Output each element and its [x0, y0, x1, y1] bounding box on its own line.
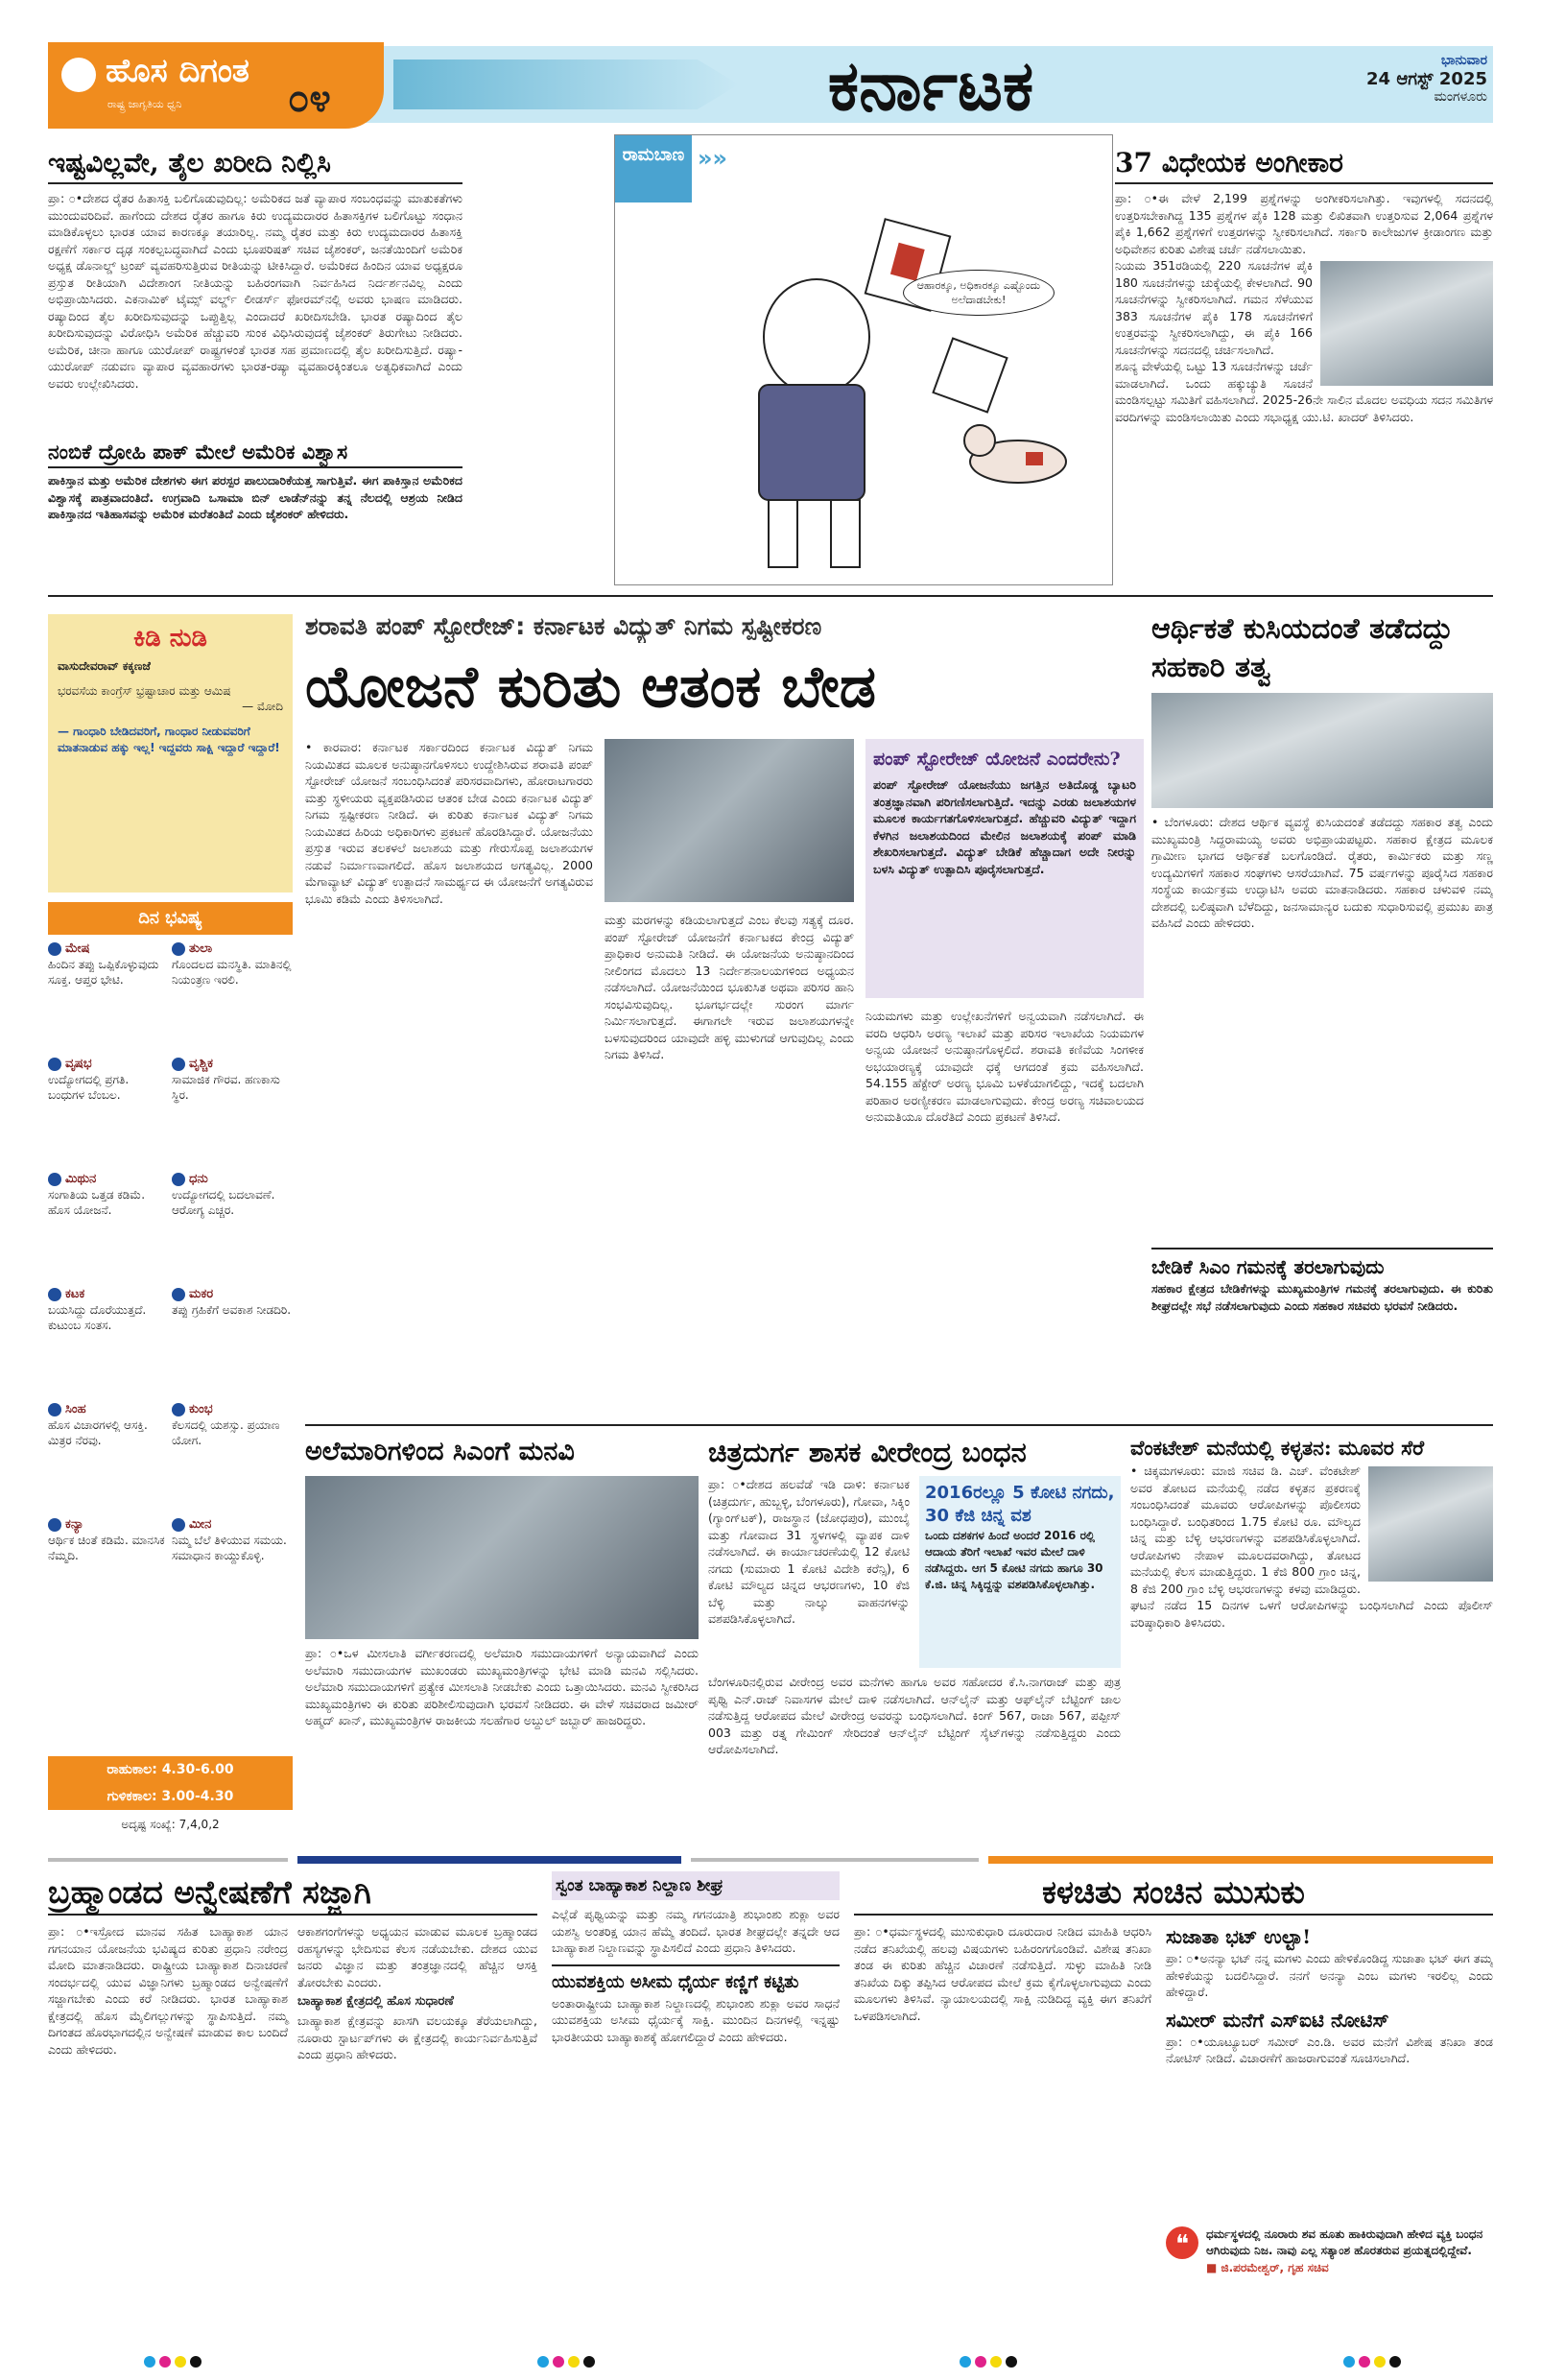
kidi-nudi-box	[48, 614, 293, 892]
zodiac-icon	[48, 1058, 61, 1071]
article-brahmanda	[48, 1871, 537, 2332]
zodiac-icon	[48, 1518, 61, 1532]
zodiac-icon	[172, 1058, 185, 1071]
quote-author: ■ ಜಿ.ಪರಮೇಶ್ವರ್, ಗೃಹ ಸಚಿವ	[1206, 2261, 1329, 2274]
lead-photo-dam	[605, 739, 854, 902]
article-body: ಪ್ರಾ: ೦•ದೇಶದ ರೈತರ ಹಿತಾಸಕ್ತಿ ಬಲಿಗೊಡುವುದಿಲ್ಲ: ಅಮೆರಿಕದ ಜತೆ ವ್ಯಾಪಾರ ಸಂಬಂಧವನ್ನು ಮಾತುಕತೆಗಳು ಮುಂದುವರಿದಿವೆ. ಹಾಗೆಂದು ದೇಶದ ರೈತರ ಹಾಗೂ ಕಿರು ಉದ್ಯಮದಾರರ ಹಿತಾಸಕ್ತಿಗಳ ಬಲಿಗೊಟ್ಟು ಸಂಧಾನ ಮಾಡಿಕೊಳ್ಳಲು ಭಾರತ ಯಾವ ಕಾರಣಕ್ಕೂ ತಯಾರಿಲ್ಲ. ನಮ್ಮ ರೈತರ ಮತ್ತು ಕಿರು ಉದ್ಯಮದಾರರ ಹಿತಾಸಕ್ತಿ ರಕ್ಷಣೆಗೆ ಸರ್ಕಾರ ದೃಢ ಸಂಕಲ್ಪಬದ್ಧವಾಗಿದೆ ಎಂದು ಭೂಪರಿಷತ್ ಸಚಿವ ಜೈಶಂಕರ್, ಜನತೆಯಿಂದಿಗೆ ಅಮೆರಿಕ ಅಧ್ಯಕ್ಷ ಡೊನಾಲ್ಡ್ ಟ್ರಂಪ್ ವ್ಯವಹರಿಸುತ್ತಿರುವ ರೀತಿಯನ್ನು ಟೀಕಿಸಿದ್ದಾರೆ. ಅಮೆರಿಕದ ಹಿಂದಿನ ಯಾವ ಅಧ್ಯಕ್ಷರೂ ಪ್ರಸ್ತುತ ರೀತಿಯಾಗಿ ವಿದೇಶಾಂಗ ನೀತಿಯನ್ನು ಬಹಿರಂಗವಾಗಿ ನಿರ್ವಹಿಸಿದ ನಿರ್ದರ್ಶನವಿಲ್ಲ ಎಂದು ಅಭಿಪ್ರಾಯಿಸಿದರು. ಎಕನಾಮಿಕ್ ಟೈಮ್ಸ್ ವರ್ಲ್ಡ್ ಲೀಡರ್ಸ್ ಫೋರಮ್‌ನಲ್ಲಿ ಅವರು ಭಾಷಣ ಮಾಡಿದರು. ರಷ್ಯಾದಿಂದ ತೈಲ ಖರೀದಿಸುವುದನ್ನು ಒಪ್ಪುತ್ತಿಲ್ಲ ಎಂದಾದರೆ ಖರೀದಿಸಬೇಡಿ. ಭಾರತ ರಷ್ಯಾದಿಂದ ತೈಲ ಖರೀದಿಸುವುದನ್ನು ವಿರೋಧಿಸಿ ಅಮೆರಿಕ ಹೆಚ್ಚುವರಿ ಸುಂಕ ವಿಧಿಸಿರುವುದಕ್ಕೆ ಜೈಶಂಕರ್ ತಿರುಗೇಟು ನೀಡಿದರು. ಅಮೆರಿಕ, ಚೀನಾ ಹಾಗೂ ಯುರೋಪ್ ರಾಷ್ಟ್ರಗಳಂತೆ ಭಾರತ ಸಹ ಪ್ರಮಾಣದಲ್ಲಿ ತೈಲ ಖರೀದಿಸುತ್ತಿದೆ. ರಷ್ಯಾ-ಯುರೋಪ್ ನಡುವಣ ವ್ಯಾಪಾರ ವ್ಯವಹಾರಗಳು ಭಾರತ-ರಷ್ಯಾ ವ್ಯವಹಾರಕ್ಕಿಂತಲೂ ಅತ್ಯಧಿಕವಾಗಿದೆ ಎಂದು ಅವರು ಉಲ್ಲೇಖಿಸಿದರು.	[48, 191, 462, 391]
article-bills	[1115, 144, 1493, 585]
headline: ಸ್ವಂತ ಬಾಹ್ಯಾಕಾಶ ನಿಲ್ದಾಣ ಶೀಘ್ರ	[552, 1871, 840, 1900]
article-body-r1: ಪ್ರಾ: ೦•ಅನನ್ಯಾ ಭಟ್ ನನ್ನ ಮಗಳು ಎಂದು ಹೇಳಿಕೊಂಡಿದ್ದ ಸುಜಾತಾ ಭಟ್ ಈಗ ತಮ್ಮ ಹೇಳಿಕೆಯನ್ನು ಬದಲಿಸಿದ್ದಾರೆ. ನನಗೆ ಅನನ್ಯಾ ಎಂಬ ಮಗಳು ಇರಲಿಲ್ಲ ಎಂದು ಹೇಳಿದ್ದಾರೆ.	[1166, 1951, 1493, 1999]
zodiac-icon	[48, 1288, 61, 1301]
registration-dot	[1359, 2356, 1370, 2368]
article-body-2: ನಿಯಮ 351ರಡಿಯಲ್ಲಿ 220 ಸೂಚನೆಗಳ ಪೈಕಿ 180 ಸೂಚನೆಗಳನ್ನು ಚುಕ್ಕೆಯಲ್ಲಿ ಕೇಳಲಾಗಿದೆ. 90 ಸೂಚನೆಗಳನ್ನು ಸ್ವೀಕರಿಸಲಾಗಿದೆ. ಗಮನ ಸೆಳೆಯುವ 383 ಸೂಚನೆಗಳ ಪೈಕಿ 178 ಸೂಚನೆಗಳಿಗೆ ಉತ್ತರವನ್ನು ಸ್ವೀಕರಿಸಲಾಗಿದ್ದು, ಈ ಪೈಕಿ 166 ಸೂಚನೆಗಳನ್ನು ಸದನದಲ್ಲಿ ಚರ್ಚಿಸಲಾಗಿದೆ.	[1115, 258, 1313, 357]
horoscope-grid	[48, 940, 293, 1747]
headline: ಇಷ್ಟವಿಲ್ಲವೇ, ತೈಲ ಖರೀದಿ ನಿಲ್ಲಿಸಿ	[48, 144, 462, 184]
registration-dot	[568, 2356, 580, 2368]
subhead-2: ಸಮೀರ್ ಮನೆಗೆ ಎಸ್‌ಐಟಿ ನೋಟಿಸ್	[1166, 2008, 1389, 2032]
masthead-date	[1315, 52, 1487, 107]
guli-kala: ಗುಳಿಕಕಾಲ: 3.00-4.30	[107, 1789, 234, 1804]
article-col-2: ಆಕಾಶಗಂಗೆಗಳನ್ನು ಅಧ್ಯಯನ ಮಾಡುವ ಮೂಲಕ ಬ್ರಹ್ಮಾಂಡದ ರಹಸ್ಯಗಳನ್ನು ಭೇದಿಸುವ ಕೆಲಸ ನಡೆಯಬೇಕು. ದೇಶದ ಯುವ ಜನರು ವಿಜ್ಞಾನ ಮತ್ತು ತಂತ್ರಜ್ಞಾನದಲ್ಲಿ ಹೆಚ್ಚಿನ ಆಸಕ್ತಿ ತೋರಬೇಕು ಎಂದರು.	[297, 1924, 537, 1989]
article-body-2: ಅಂತಾರಾಷ್ಟ್ರೀಯ ಬಾಹ್ಯಾಕಾಶ ನಿಲ್ದಾಣದಲ್ಲಿ ಶುಭಾಂಶು ಶುಕ್ಲಾ ಅವರ ಸಾಧನೆ ಯುವಶಕ್ತಿಯ ಅಸೀಮ ಧೈರ್ಯಕ್ಕೆ ಸಾಕ್ಷಿ. ಮುಂದಿನ ದಿನಗಳಲ್ಲಿ ಇನ್ನಷ್ಟು ಭಾರತೀಯರು ಬಾಹ್ಯಾಕಾಶಕ್ಕೆ ಹೋಗಲಿದ್ದಾರೆ ಎಂದು ಹೇಳಿದರು.	[552, 1995, 840, 2044]
article-body: ಪ್ರಾ: ೦•ಒಳ ಮೀಸಲಾತಿ ವರ್ಗೀಕರಣದಲ್ಲಿ ಅಲೆಮಾರಿ ಸಮುದಾಯಗಳಿಗೆ ಅನ್ಯಾಯವಾಗಿದೆ ಎಂದು ಅಲೆಮಾರಿ ಸಮುದಾಯಗಳ ಮುಖಂಡರು ಮುಖ್ಯಮಂತ್ರಿಗಳನ್ನು ಭೇಟಿ ಮಾಡಿ ಮನವಿ ಸಲ್ಲಿಸಿದರು. ಅಲೆಮಾರಿ ಸಮುದಾಯಗಳಿಗೆ ಪ್ರತ್ಯೇಕ ಮೀಸಲಾತಿ ನೀಡಬೇಕು ಎಂದು ಒತ್ತಾಯಿಸಿದರು. ಮನವಿ ಸ್ವೀಕರಿಸಿದ ಮುಖ್ಯಮಂತ್ರಿಗಳು ಈ ಕುರಿತು ಪರಿಶೀಲಿಸುವುದಾಗಿ ಭರವಸೆ ನೀಡಿದರು. ಈ ವೇಳೆ ಸಚಿವರಾದ ಜಮೀರ್ ಅಹ್ಮದ್ ಖಾನ್, ಮುಖ್ಯಮಂತ್ರಿಗಳ ರಾಜಕೀಯ ಸಲಹೆಗಾರ ಅಬ್ದುಲ್ ಜಬ್ಬಾರ್ ಹಾಜರಿದ್ದರು.	[305, 1646, 699, 1727]
masthead-logo	[48, 42, 384, 129]
article-space-station	[552, 1871, 840, 2332]
cartoon-illustration	[615, 135, 1113, 585]
article-col-2b: ಬಾಹ್ಯಾಕಾಶ ಕ್ಷೇತ್ರವನ್ನು ಖಾಸಗಿ ವಲಯಕ್ಕೂ ತೆರೆಯಲಾಗಿದ್ದು, ನೂರಾರು ಸ್ಟಾರ್ಟಪ್‌ಗಳು ಈ ಕ್ಷೇತ್ರದಲ್ಲಿ ಕಾರ್ಯನಿರ್ವಹಿಸುತ್ತಿವೆ ಎಂದು ಪ್ರಧಾನಿ ಹೇಳಿದರು.	[297, 2013, 537, 2061]
headline: ನಂಬಿಕೆ ದ್ರೋಹಿ ಪಾಕ್ ಮೇಲೆ ಅಮೆರಿಕ ವಿಶ್ವಾಸ	[48, 438, 462, 468]
quote-mark-icon: ❝	[1166, 2226, 1198, 2259]
article-body: • ಬೆಂಗಳೂರು: ದೇಶದ ಆರ್ಥಿಕ ವ್ಯವಸ್ಥೆ ಕುಸಿಯದಂತೆ ತಡೆದದ್ದು ಸಹಕಾರ ತತ್ವ ಎಂದು ಮುಖ್ಯಮಂತ್ರಿ ಸಿದ್ದರಾಮಯ್ಯ ಅವರು ಅಭಿಪ್ರಾಯಪಟ್ಟರು. ಸಹಕಾರ ಕ್ಷೇತ್ರದ ಮೂಲಕ ಗ್ರಾಮೀಣ ಭಾಗದ ಆರ್ಥಿಕತೆ ಬಲಗೊಂಡಿದೆ. ರೈತರು, ಕಾರ್ಮಿಕರು ಮತ್ತು ಸಣ್ಣ ಉದ್ಯಮಿಗಳಿಗೆ ಸಹಕಾರ ಸಂಘಗಳು ಆಸರೆಯಾಗಿವೆ. 75 ವರ್ಷಗಳನ್ನು ಪೂರೈಸಿದ ಸಹಕಾರ ಸಂಸ್ಥೆಯ ಕಾರ್ಯಕ್ರಮ ಉದ್ಘಾಟಿಸಿ ಅವರು ಮಾತನಾಡಿದರು. ಸಹಕಾರ ಚಳುವಳಿ ನಮ್ಮ ದೇಶದಲ್ಲಿ ಬಲಿಷ್ಠವಾಗಿ ಬೆಳೆದಿದ್ದು, ಜನಸಾಮಾನ್ಯರ ಬದುಕು ಸುಧಾರಿಸುವಲ್ಲಿ ಪ್ರಮುಖ ಪಾತ್ರ ವಹಿಸಿದೆ ಎಂದು ಹೇಳಿದರು.	[1151, 815, 1493, 930]
city: ಮಂಗಳೂರು	[1434, 89, 1487, 105]
headline: ಬ್ರಹ್ಮಾಂಡದ ಅನ್ವೇಷಣೆಗೆ ಸಜ್ಜಾಗಿ	[48, 1871, 537, 1916]
box-title: 2016ರಲ್ಲೂ 5 ಕೋಟಿ ನಗದು, 30 ಕೆಜಿ ಚಿನ್ನ ವಶ	[925, 1483, 1115, 1526]
registration-dot	[553, 2356, 564, 2368]
lead-col-3: ನಿಯಮಗಳು ಮತ್ತು ಉಲ್ಲೇಖನೆಗಳಿಗೆ ಅನ್ವಯವಾಗಿ ನಡೆಸಲಾಗಿದೆ. ಈ ವರದಿ ಆಧರಿಸಿ ಅರಣ್ಯ ಇಲಾಖೆ ಮತ್ತು ಪರಿಸರ ಇಲಾಖೆಯ ನಿಯಮಗಳ ಅನ್ವಯ ಯೋಜನೆ ಅನುಷ್ಠಾನಗೊಳ್ಳಲಿದೆ. ಶರಾವತಿ ಕಣಿವೆಯ ಸಿಂಗಳೀಕ ಅಭಯಾರಣ್ಯಕ್ಕೆ ಯಾವುದೇ ಧಕ್ಕೆ ಆಗದಂತೆ ಕ್ರಮ ವಹಿಸಲಾಗಿದೆ. 54.155 ಹೆಕ್ಟೇರ್ ಅರಣ್ಯ ಭೂಮಿ ಬಳಕೆಯಾಗಲಿದ್ದು, ಇದಕ್ಕೆ ಬದಲಾಗಿ ಪರಿಹಾರ ಅರಣ್ಯೀಕರಣ ಮಾಡಲಾಗುವುದು. ಕೇಂದ್ರ ಅರಣ್ಯ ಸಚಿವಾಲಯದ ಅನುಮತಿಯೂ ದೊರೆತಿದೆ ಎಂದು ಪ್ರಕಟಣೆ ತಿಳಿಸಿದೆ.	[865, 1009, 1144, 1124]
color-divider	[48, 1856, 1493, 1864]
lead-headline: ಯೋಜನೆ ಕುರಿತು ಆತಂಕ ಬೇಡ	[305, 654, 876, 721]
subhead-1: ಸುಜಾತಾ ಭಟ್ ಉಲ್ಟಾ!	[1166, 1925, 1312, 1948]
headline: ವೆಂಕಟೇಶ್ ಮನೆಯಲ್ಲಿ ಕಳ್ಳತನ: ಮೂವರ ಸೆರೆ	[1130, 1436, 1425, 1460]
registration-dot	[1343, 2356, 1355, 2368]
cartoon-panel	[614, 134, 1113, 585]
page-number: ೦೪	[288, 77, 331, 121]
article-venkatesh	[1130, 1434, 1493, 1846]
zodiac-icon	[172, 1403, 185, 1416]
article-body-1: ಪ್ರಾ: ೦•ದೇಶದ ಹಲವೆಡೆ ಇಡಿ ದಾಳಿ: ಕರ್ನಾಟಕ (ಚಿತ್ರದುರ್ಗ, ಹುಬ್ಬಳ್ಳಿ, ಬೆಂಗಳೂರು), ಗೋವಾ, ಸಿಕ್ಕಿಂ (ಗ್ಯಾಂಗ್‌ಟಕ್), ರಾಜಸ್ಥಾನ (ಜೋಧಪುರ), ಮುಂಬೈ ಮತ್ತು ಗೋವಾದ 31 ಸ್ಥಳಗಳಲ್ಲಿ ವ್ಯಾಪಕ ದಾಳಿ ನಡೆಸಲಾಗಿದೆ. ಈ ಕಾರ್ಯಾಚರಣೆಯಲ್ಲಿ 12 ಕೋಟಿ ನಗದು (ಸುಮಾರು 1 ಕೋಟಿ ವಿದೇಶಿ ಕರೆನ್ಸಿ), 6 ಕೋಟಿ ಮೌಲ್ಯದ ಚಿನ್ನದ ಆಭರಣಗಳು, 10 ಕೆಜಿ ಬೆಳ್ಳಿ ಮತ್ತು ನಾಲ್ಕು ವಾಹನಗಳನ್ನು ವಶಪಡಿಸಿಕೊಳ್ಳಲಾಗಿದೆ.	[708, 1477, 910, 1626]
sign-6: ಕಟಕ ಬಯಸಿದ್ದು ದೊರೆಯುತ್ತದೆ. ಕುಟುಂಬ ಸಂತಸ. ಮಕರ ತಪ್ಪು ಗ್ರಹಿಕೆಗೆ ಅವಕಾಶ ನೀಡದಿರಿ.	[48, 1287, 292, 1332]
registration-dot	[960, 2356, 971, 2368]
subhead: ಯುವಶಕ್ತಿಯ ಅಸೀಮ ಧೈರ್ಯ ಕಣ್ಣಿಗೆ ಕಟ್ಟಿತು	[552, 1964, 840, 1995]
lead-col-1: • ಕಾರವಾರ: ಕರ್ನಾಟಕ ಸರ್ಕಾರದಿಂದ ಕರ್ನಾಟಕ ವಿದ್ಯುತ್ ನಿಗಮ ನಿಯಮಿತದ ಮೂಲಕ ಅನುಷ್ಠಾನಗೊಳಿಸಲು ಉದ್ದೇಶಿಸಿರುವ ಶರಾವತಿ ಪಂಪ್ ಸ್ಟೋರೇಜ್ ಯೋಜನೆ ಸಂಬಂಧಿಸಿದಂತೆ ಪರಿಸರವಾದಿಗಳು, ಹೋರಾಟಗಾರರು ಮತ್ತು ಸ್ಥಳೀಯರು ವ್ಯಕ್ತಪಡಿಸಿರುವ ಆತಂಕ ಬೇಡ ಎಂದು ಕರ್ನಾಟಕ ವಿದ್ಯುತ್ ನಿಗಮ ಸ್ಪಷ್ಟೀಕರಣ ನೀಡಿದೆ. ಈ ಕುರಿತು ಕರ್ನಾಟಕ ವಿದ್ಯುತ್ ನಿಗಮ ನಿಯಮಿತದ ಹಿರಿಯ ಅಧಿಕಾರಿಗಳು ಪ್ರಕಟಣೆ ಹೊರಡಿಸಿದ್ದಾರೆ. ಯೋಜನೆಯು ಪ್ರಸ್ತುತ ಇರುವ ತಲಕಳಲೆ ಜಲಾಶಯ ಮತ್ತು ಗೇರುಸೊಪ್ಪ ಜಲಾಶಯಗಳ ನಡುವೆ ನಿರ್ಮಾಣವಾಗಲಿದೆ. ಹೊಸ ಜಲಾಶಯದ ಅಗತ್ಯವಿಲ್ಲ. 2000 ಮೆಗಾವ್ಯಾಟ್ ವಿದ್ಯುತ್ ಉತ್ಪಾದನೆ ಸಾಮರ್ಥ್ಯದ ಈ ಯೋಜನೆಗೆ ಅಗತ್ಯವಿರುವ ಭೂಮಿ ಕಡಿಮೆ ಎಂದು ತಿಳಿಸಲಾಗಿದೆ.	[305, 740, 593, 906]
lead-col-2: ಮತ್ತು ಮರಗಳನ್ನು ಕಡಿಯಲಾಗುತ್ತದೆ ಎಂಬ ಕೆಲವು ಸತ್ಯಕ್ಕೆ ದೂರ. ಪಂಪ್ ಸ್ಟೋರೇಜ್ ಯೋಜನೆಗೆ ಕರ್ನಾಟಕದ ಕೇಂದ್ರ ವಿದ್ಯುತ್ ಪ್ರಾಧಿಕಾರ ಅನುಮತಿ ನೀಡಿದೆ. ಈ ಯೋಜನೆಯ ಅನುಷ್ಠಾನದಿಂದ ನೀಲಿಂಗದ ಮೊದಲು 13 ನಿರ್ದೇಶನಾಲಯಗಳಿಂದ ಅಧ್ಯಯನ ನಡೆಸಲಾಗಿದೆ. ಯೋಜನೆಯಿಂದ ಭೂಕುಸಿತ ಅಥವಾ ಪರಿಸರ ಹಾನಿ ಸಂಭವಿಸುವುದಿಲ್ಲ. ಭೂಗರ್ಭದಲ್ಲೇ ಸುರಂಗ ಮಾರ್ಗ ನಿರ್ಮಿಸಲಾಗುತ್ತದೆ. ಈಗಾಗಲೇ ಇರುವ ಜಲಾಶಯಗಳನ್ನೇ ಬಳಸುವುದರಿಂದ ಯಾವುದೇ ಹಳ್ಳಿ ಮುಳುಗಡೆ ಆಗುವುದಿಲ್ಲ ಎಂದು ನಿಗಮ ತಿಳಿಸಿದೆ.	[605, 913, 854, 1061]
lucky-number: ಅದೃಷ್ಟ ಸಂಖ್ಯೆ: 7,4,0,2	[121, 1818, 220, 1831]
registration-dot	[1374, 2356, 1386, 2368]
headline: ಕಳಚಿತು ಸಂಚಿನ ಮುಸುಕು	[854, 1871, 1493, 1916]
logo-icon	[61, 58, 96, 92]
logo-text: ಹೊಸ ದಿಗಂತ	[106, 52, 249, 90]
zodiac-icon	[172, 1173, 185, 1186]
section-title: ಕರ್ನಾಟಕ	[827, 44, 1034, 126]
logo-tagline: ರಾಷ್ಟ್ರ ಜಾಗೃತಿಯ ಧ್ವನಿ	[107, 98, 182, 110]
quote-box	[1166, 2226, 1493, 2326]
article-body-1: ಪ್ರಾ: ೦•ಈ ವೇಳೆ 2,199 ಪ್ರಶ್ನೆಗಳನ್ನು ಅಂಗೀಕರಿಸಲಾಗಿತ್ತು. ಇವುಗಳಲ್ಲಿ ಸದನದಲ್ಲಿ ಉತ್ತರಿಸಬೇಕಾಗಿದ್ದ 135 ಪ್ರಶ್ನೆಗಳ ಪೈಕಿ 128 ಮತ್ತು ಲಿಖಿತವಾಗಿ ಉತ್ತರಿಸುವ 2,064 ಪ್ರಶ್ನೆಗಳ ಪೈಕಿ 1,662 ಪ್ರಶ್ನೆಗಳಿಗೆ ಉತ್ತರಗಳನ್ನು ಸ್ವೀಕರಿಸಲಾಗಿದೆ. ಸರ್ಕಾರಿ ಕಾಲೇಜುಗಳ ಕ್ರೀಡಾಂಗಣ ಮತ್ತು ಅಧಿವೇಶನ ಕುರಿತು ವಿಶೇಷ ಚರ್ಚೆ ನಡೆಸಲಾಯಿತು.	[1115, 191, 1493, 256]
registration-dot	[990, 2356, 1002, 2368]
registration-dot	[583, 2356, 595, 2368]
article-oil	[48, 144, 462, 432]
article-body: • ಚಿಕ್ಕಮಗಳೂರು: ಮಾಜಿ ಸಚಿವ ಡಿ. ಎಚ್. ವೆಂಕಟೇಶ್ ಅವರ ತೋಟದ ಮನೆಯಲ್ಲಿ ನಡೆದ ಕಳ್ಳತನ ಪ್ರಕರಣಕ್ಕೆ ಸಂಬಂಧಿಸಿದಂತೆ ಮೂವರು ಆರೋಪಿಗಳನ್ನು ಪೊಲೀಸರು ಬಂಧಿಸಿದ್ದಾರೆ. ಬಂಧಿತರಿಂದ 1.75 ಕೋಟಿ ರೂ. ಮೌಲ್ಯದ ಚಿನ್ನ ಮತ್ತು ಬೆಳ್ಳಿ ಆಭರಣಗಳನ್ನು ವಶಪಡಿಸಿಕೊಳ್ಳಲಾಗಿದೆ. ಆರೋಪಿಗಳು ನೇಪಾಳ ಮೂಲದವರಾಗಿದ್ದು, ತೋಟದ ಮನೆಯಲ್ಲಿ ಕೆಲಸ ಮಾಡುತ್ತಿದ್ದರು. 1 ಕೆಜಿ 800 ಗ್ರಾಂ ಚಿನ್ನ, 8 ಕೆಜಿ 200 ಗ್ರಾಂ ಬೆಳ್ಳಿ ಆಭರಣಗಳನ್ನು ಕಳವು ಮಾಡಿದ್ದರು. ಘಟನೆ ನಡೆದ 15 ದಿನಗಳ ಒಳಗೆ ಆರೋಪಿಗಳನ್ನು ಬಂಧಿಸಲಾಗಿದೆ ಎಂದು ಪೊಲೀಸ್ ವರಿಷ್ಠಾಧಿಕಾರಿ ತಿಳಿಸಿದರು.	[1130, 1464, 1493, 1630]
quote-text: ಧರ್ಮಸ್ಥಳದಲ್ಲಿ ನೂರಾರು ಶವ ಹೂತು ಹಾಕಿರುವುದಾಗಿ ಹೇಳಿದ ವ್ಯಕ್ತಿ ಬಂಧನ ಆಗಿರುವುದು ನಿಜ. ನಾವು ಎಲ್ಲ ಸತ್ಯಾಂಶ ಹೊರತರುವ ಪ್ರಯತ್ನದಲ್ಲಿದ್ದೇವೆ.	[1206, 2227, 1483, 2257]
article-col-1: ಪ್ರಾ: ೦•ಇಸ್ರೋದ ಮಾನವ ಸಹಿತ ಬಾಹ್ಯಾಕಾಶ ಯಾನ ಗಗನಯಾನ ಯೋಜನೆಯ ಭವಿಷ್ಯದ ಕುರಿತು ಪ್ರಧಾನಿ ನರೇಂದ್ರ ಮೋದಿ ಮಾತನಾಡಿದರು. ರಾಷ್ಟ್ರೀಯ ಬಾಹ್ಯಾಕಾಶ ದಿನಾಚರಣೆ ಸಂದರ್ಭದಲ್ಲಿ ಯುವ ವಿಜ್ಞಾನಿಗಳು ಬ್ರಹ್ಮಾಂಡದ ಅನ್ವೇಷಣೆಗೆ ಸಜ್ಜಾಗಬೇಕು ಎಂದು ಕರೆ ನೀಡಿದರು. ಭಾರತ ಬಾಹ್ಯಾಕಾಶ ಕ್ಷೇತ್ರದಲ್ಲಿ ಹೊಸ ಮೈಲಿಗಲ್ಲುಗಳನ್ನು ಸ್ಥಾಪಿಸುತ್ತಿದೆ. ನಮ್ಮ ದಿಗಂತದ ಹೊರಭಾಗದಲ್ಲಿನ ಅನ್ವೇಷಣೆ ಮಾಡುವ ಕಾಲ ಬಂದಿದೆ ಎಂದು ಹೇಳಿದರು.	[48, 1924, 288, 2057]
registration-dot	[144, 2356, 155, 2368]
article-body-r2: ಪ್ರಾ: ೦•ಯೂಟ್ಯೂಬರ್ ಸಮೀರ್ ಎಂ.ಡಿ. ಅವರ ಮನೆಗೆ ವಿಶೇಷ ತನಿಖಾ ತಂಡ ನೋಟಿಸ್ ನೀಡಿದೆ. ವಿಚಾರಣೆಗೆ ಹಾಜರಾಗುವಂತೆ ಸೂಚಿಸಲಾಗಿದೆ.	[1166, 2034, 1493, 2065]
zodiac-icon	[172, 1288, 185, 1301]
arrow-decoration	[393, 60, 739, 109]
headline: 37 ವಿಧೇಯಕ ಅಂಗೀಕಾರ	[1115, 144, 1493, 184]
headline: ಬೇಡಿಕೆ ಸಿಎಂ ಗಮನಕ್ಕೆ ತರಲಾಗುವುದು	[1151, 1255, 1385, 1278]
cartoon-label: ರಾಮಬಾಣ	[615, 135, 692, 202]
kidi-quote-by: — ಮೋದಿ	[242, 700, 283, 713]
zodiac-icon	[48, 1173, 61, 1186]
meeting-photo	[305, 1476, 699, 1639]
zodiac-icon	[172, 1518, 185, 1532]
sign-2: ವೃಷಭ ಉದ್ಯೋಗದಲ್ಲಿ ಪ್ರಗತಿ. ಬಂಧುಗಳ ಬೆಂಬಲ. ವೃಶ್ಚಿಕ ಸಾಮಾಜಿಕ ಗೌರವ. ಹಣಕಾಸು ಸ್ಥಿರ.	[48, 1057, 280, 1102]
row-divider	[48, 595, 1493, 597]
headline: ಆರ್ಥಿಕತೆ ಕುಸಿಯದಂತೆ ತಡೆದದ್ದು ಸಹಕಾರಿ ತತ್ವ	[1151, 612, 1454, 684]
sign-8: ಸಿಂಹ ಹೊಸ ವಿಚಾರಗಳಲ್ಲಿ ಆಸಕ್ತಿ. ಮಿತ್ರರ ನೆರವು. ಕುಂಭ ಕೆಲಸದಲ್ಲಿ ಯಶಸ್ಸು. ಪ್ರಯಾಣ ಯೋಗ.	[48, 1402, 280, 1447]
box-body: ಒಂದು ದಶಕಗಳ ಹಿಂದೆ ಅಂದರೆ 2016 ರಲ್ಲಿ ಆದಾಯ ತೆರಿಗೆ ಇಲಾಖೆ ಇವರ ಮೇಲೆ ದಾಳಿ ನಡೆಸಿದ್ದರು. ಆಗ 5 ಕೋಟಿ ನಗದು ಹಾಗೂ 30 ಕೆ.ಜಿ. ಚಿನ್ನ ಸಿಕ್ಕಿದ್ದನ್ನು ವಶಪಡಿಸಿಕೊಳ್ಳಲಾಗಿತ್ತು.	[925, 1529, 1103, 1591]
article-pak	[48, 438, 462, 562]
article-alemari	[305, 1434, 699, 1846]
article-chitradurga	[708, 1434, 1121, 1846]
article-body-2: ಬೆಂಗಳೂರಿನಲ್ಲಿರುವ ವೀರೇಂದ್ರ ಅವರ ಮನೆಗಳು ಹಾಗೂ ಅವರ ಸಹೋದರ ಕೆ.ಸಿ.ನಾಗರಾಜ್ ಮತ್ತು ಪುತ್ರ ಪೃಥ್ವಿ ಎನ್.ರಾಜ್ ನಿವಾಸಗಳ ಮೇಲೆ ದಾಳಿ ನಡೆಸಲಾಗಿದೆ. ಆನ್‌ಲೈನ್ ಮತ್ತು ಆಫ್‌ಲೈನ್ ಬೆಟ್ಟಿಂಗ್ ಜಾಲ ನಡೆಸುತ್ತಿದ್ದ ಆರೋಪದ ಮೇಲೆ ವೀರೇಂದ್ರ ಅವರನ್ನು ಬಂಧಿಸಲಾಗಿದೆ. ಕಿಂಗ್ 567, ರಾಜಾ 567, ಪಪ್ಪೀಸ್ 003 ಮತ್ತು ರತ್ನ ಗೇಮಿಂಗ್ ಸೇರಿದಂತೆ ಆನ್‌ಲೈನ್ ಬೆಟ್ಟಿಂಗ್ ಸೈಟ್‌ಗಳನ್ನು ನಡೆಸುತ್ತಿದ್ದರು ಎಂದು ಆರೋಪಿಸಲಾಗಿದೆ.	[708, 1675, 1121, 1756]
kidi-reply: — ಗಾಂಧಾರಿ ಬೇಡಿದವರಿಗೆ, ಗಾಂಧಾರ ನೀಡುವವರಿಗೆ ಮಾತನಾಡುವ ಹಕ್ಕು ಇಲ್ಲ! ಇದ್ದವರು ಸಾಕ್ಷಿ ಇದ್ದಾರೆ ಇದ್ದಾರೆ!	[58, 725, 280, 754]
speech-bubble: ಆಹಾರಕ್ಕೂ, ಅಧಿಕಾರಕ್ಕೂ ಎಷ್ಟೊಂದು ಅಲೆದಾಡಬೇಕು!	[903, 270, 1055, 316]
article-body: ಪಾಕಿಸ್ತಾನ ಮತ್ತು ಅಮೆರಿಕ ದೇಶಗಳು ಈಗ ಪರಸ್ಪರ ಪಾಲುದಾರಿಕೆಯತ್ತ ಸಾಗುತ್ತಿವೆ. ಈಗ ಪಾಕಿಸ್ತಾನ ಅಮೆರಿಕದ ವಿಶ್ವಾಸಕ್ಕೆ ಪಾತ್ರವಾದಂತಿದೆ. ಉಗ್ರವಾದಿ ಒಸಾಮಾ ಬಿನ್ ಲಾಡೆನ್‌ನನ್ನು ತನ್ನ ನೆಲದಲ್ಲಿ ಆಶ್ರಯ ನೀಡಿದ ಪಾಕಿಸ್ತಾನದ ಇತಿಹಾಸವನ್ನು ಅಮೆರಿಕ ಮರೆತಂತಿದೆ ಎಂದು ಜೈಶಂಕರ್ ಹೇಳಿದರು.	[48, 473, 462, 521]
rahu-guli-box	[48, 1756, 293, 1810]
registration-dot	[1389, 2356, 1401, 2368]
info-box-2016	[919, 1476, 1121, 1668]
registration-dot	[1006, 2356, 1017, 2368]
pump-storage-box	[865, 739, 1144, 998]
box-title: ಪಂಪ್ ಸ್ಟೋರೇಜ್ ಯೋಜನೆ ಎಂದರೇನು?	[873, 749, 1121, 770]
zodiac-icon	[48, 1403, 61, 1416]
coop-photo	[1151, 693, 1493, 808]
registration-dot	[537, 2356, 549, 2368]
horoscope-title: ದಿನ ಭವಿಷ್ಯ	[48, 902, 293, 935]
article-body-3: ಶೂನ್ಯ ವೇಳೆಯಲ್ಲಿ ಒಟ್ಟು 13 ಸೂಚನೆಗಳನ್ನು ಚರ್ಚೆ ಮಾಡಲಾಗಿದೆ. ಒಂದು ಹಕ್ಕುಚ್ಯುತಿ ಸೂಚನೆ ಮಂಡಿಸಲ್ಪಟ್ಟು ಸಮಿತಿಗೆ ವಹಿಸಲಾಗಿದೆ. 2025-26ನೇ ಸಾಲಿನ ಮೊದಲ ಅವಧಿಯ ಸದನ ಸಮಿತಿಗಳ ವರದಿಗಳನ್ನು ಮಂಡಿಸಲಾಯಿತು ಎಂದು ಸಭಾಧ್ಯಕ್ಷ ಯು.ಟಿ. ಖಾದರ್ ತಿಳಿಸಿದರು.	[1115, 359, 1493, 424]
rahu-kala: ರಾಹುಕಾಲ: 4.30-6.00	[107, 1762, 234, 1777]
subhead: ಬಾಹ್ಯಾಕಾಶ ಕ್ಷೇತ್ರದಲ್ಲಿ ಹೊಸ ಸುಧಾರಣೆ	[297, 1994, 454, 2009]
article-kalachitu	[854, 1871, 1493, 2332]
registration-dot	[175, 2356, 186, 2368]
kidi-quote: ಭರವಸೆಯ ಕಾಂಗ್ರೆಸ್ ಭ್ರಷ್ಟಾಚಾರ ಮತ್ತು ಆಮಿಷ	[58, 684, 231, 698]
box-body: ಪಂಪ್ ಸ್ಟೋರೇಜ್ ಯೋಜನೆಯು ಜಗತ್ತಿನ ಅತಿದೊಡ್ಡ ಬ್ಯಾಟರಿ ತಂತ್ರಜ್ಞಾನವಾಗಿ ಪರಿಗಣಿಸಲಾಗುತ್ತಿದೆ. ಇದನ್ನು ಎರಡು ಜಲಾಶಯಗಳ ಮೂಲಕ ಕಾರ್ಯಗತಗೊಳಿಸಲಾಗುತ್ತದೆ. ಹೆಚ್ಚುವರಿ ವಿದ್ಯುತ್ ಇದ್ದಾಗ ಕೆಳಗಿನ ಜಲಾಶಯದಿಂದ ಮೇಲಿನ ಜಲಾಶಯಕ್ಕೆ ಪಂಪ್ ಮಾಡಿ ಶೇಖರಿಸಲಾಗುತ್ತದೆ. ವಿದ್ಯುತ್ ಬೇಡಿಕೆ ಹೆಚ್ಚಾದಾಗ ಅದೇ ನೀರನ್ನು ಬಳಸಿ ವಿದ್ಯುತ್ ಉತ್ಪಾದಿಸಿ ಪೂರೈಸಲಾಗುತ್ತದೆ.	[873, 777, 1136, 876]
kidi-author: ವಾಸುದೇವರಾವ್ ಕಕ್ಕಣಜೆ	[58, 659, 151, 673]
sign-4: ಮಿಥುನ ಸಂಗಾತಿಯ ಒತ್ತಡ ಕಡಿಮೆ. ಹೊಸ ಯೋಜನೆ. ಧನು ಉದ್ಯೋಗದಲ್ಲಿ ಬದಲಾವಣೆ. ಆರೋಗ್ಯ ಎಚ್ಚರ.	[48, 1172, 275, 1217]
registration-dot	[975, 2356, 986, 2368]
kidi-title: ಕಿಡಿ ನುಡಿ	[133, 624, 207, 653]
registration-dot	[190, 2356, 202, 2368]
zodiac-icon	[48, 942, 61, 956]
sign-10: ಕನ್ಯಾ ಆರ್ಥಿಕ ಚಿಂತೆ ಕಡಿಮೆ. ಮಾನಸಿಕ ನೆಮ್ಮದಿ. ಮೀನ ನಿಮ್ಮ ಬೆಲೆ ತಿಳಿಯುವ ಸಮಯ. ಸಮಾಧಾನ ಕಾಯ್ದುಕೊಳ್ಳಿ.	[48, 1517, 287, 1562]
headline: ಚಿತ್ರದುರ್ಗ ಶಾಸಕ ವೀರೇಂದ್ರ ಬಂಧನ	[708, 1436, 1027, 1468]
vidhana-soudha-photo	[1320, 261, 1493, 386]
lead-kicker: ಶರಾವತಿ ಪಂಪ್ ಸ್ಟೋರೇಜ್: ಕರ್ನಾಟಕ ವಿದ್ಯುತ್ ನಿಗಮ ಸ್ಪಷ್ಟೀಕರಣ	[305, 612, 822, 640]
zodiac-icon	[172, 942, 185, 956]
jewellery-photo	[1368, 1466, 1493, 1582]
article-coop	[1151, 610, 1493, 1234]
date: 24 ಆಗಸ್ಟ್ 2025	[1366, 69, 1487, 89]
day: ಭಾನುವಾರ	[1440, 53, 1487, 68]
article-coop-demand	[1151, 1248, 1493, 1411]
article-body: ಸಹಕಾರ ಕ್ಷೇತ್ರದ ಬೇಡಿಕೆಗಳನ್ನು ಮುಖ್ಯಮಂತ್ರಿಗಳ ಗಮನಕ್ಕೆ ತರಲಾಗುವುದು. ಈ ಕುರಿತು ಶೀಘ್ರದಲ್ಲೇ ಸಭೆ ನಡೆಸಲಾಗುವುದು ಎಂದು ಸಹಕಾರ ಸಚಿವರು ಭರವಸೆ ನೀಡಿದರು.	[1151, 1281, 1493, 1313]
row-divider-2	[305, 1424, 1493, 1426]
registration-dot	[159, 2356, 171, 2368]
article-body: ಪ್ರಾ: ೦•ಧರ್ಮಸ್ಥಳದಲ್ಲಿ ಮುಸುಕುಧಾರಿ ದೂರುದಾರ ನೀಡಿದ ಮಾಹಿತಿ ಆಧರಿಸಿ ನಡೆದ ತನಿಖೆಯಲ್ಲಿ ಹಲವು ವಿಷಯಗಳು ಬಹಿರಂಗಗೊಂಡಿವೆ. ವಿಶೇಷ ತನಿಖಾ ತಂಡ ಈ ಕುರಿತು ಹೆಚ್ಚಿನ ವಿಚಾರಣೆ ನಡೆಸುತ್ತಿದೆ. ಸುಳ್ಳು ಮಾಹಿತಿ ನೀಡಿ ತನಿಖೆಯ ದಿಕ್ಕು ತಪ್ಪಿಸಿದ ಆರೋಪದ ಮೇಲೆ ಕ್ರಮ ಕೈಗೊಳ್ಳಲಾಗುವುದು ಎಂದು ಮೂಲಗಳು ತಿಳಿಸಿವೆ. ನ್ಯಾಯಾಲಯದಲ್ಲಿ ಸಾಕ್ಷಿ ನುಡಿದಿದ್ದ ವ್ಯಕ್ತಿ ಈಗ ತನಿಖೆಗೆ ಒಳಪಡಿಸಲಾಗಿದೆ.	[854, 1924, 1151, 2023]
article-body: ಎಲ್ಲೆಡೆ ಪೃಥ್ವಿಯನ್ನು ಮತ್ತು ನಮ್ಮ ಗಗನಯಾತ್ರಿ ಶುಭಾಂಶು ಶುಕ್ಲಾ ಅವರ ಯಶಸ್ವಿ ಅಂತರಿಕ್ಷ ಯಾನ ಹೆಮ್ಮೆ ತಂದಿದೆ. ಭಾರತ ಶೀಘ್ರದಲ್ಲೇ ತನ್ನದೇ ಆದ ಬಾಹ್ಯಾಕಾಶ ನಿಲ್ದಾಣವನ್ನು ಸ್ಥಾಪಿಸಲಿದೆ ಎಂದು ಪ್ರಧಾನಿ ತಿಳಿಸಿದರು.	[552, 1907, 840, 1955]
cartoon-arrows: »»	[698, 145, 728, 172]
headline: ಅಲೆಮಾರಿಗಳಿಂದ ಸಿಎಂಗೆ ಮನವಿ	[305, 1437, 575, 1466]
sign-0: ಮೇಷ ಹಿಂದಿನ ತಪ್ಪು ಒಪ್ಪಿಕೊಳ್ಳುವುದು ಸೂಕ್ತ. ಆಪ್ತರ ಭೇಟಿ. ತುಲಾ ಗೊಂದಲದ ಮನಸ್ಥಿತಿ. ಮಾತಿನಲ್ಲಿ ನಿಯಂತ್ರಣ ಇರಲಿ.	[48, 941, 292, 987]
